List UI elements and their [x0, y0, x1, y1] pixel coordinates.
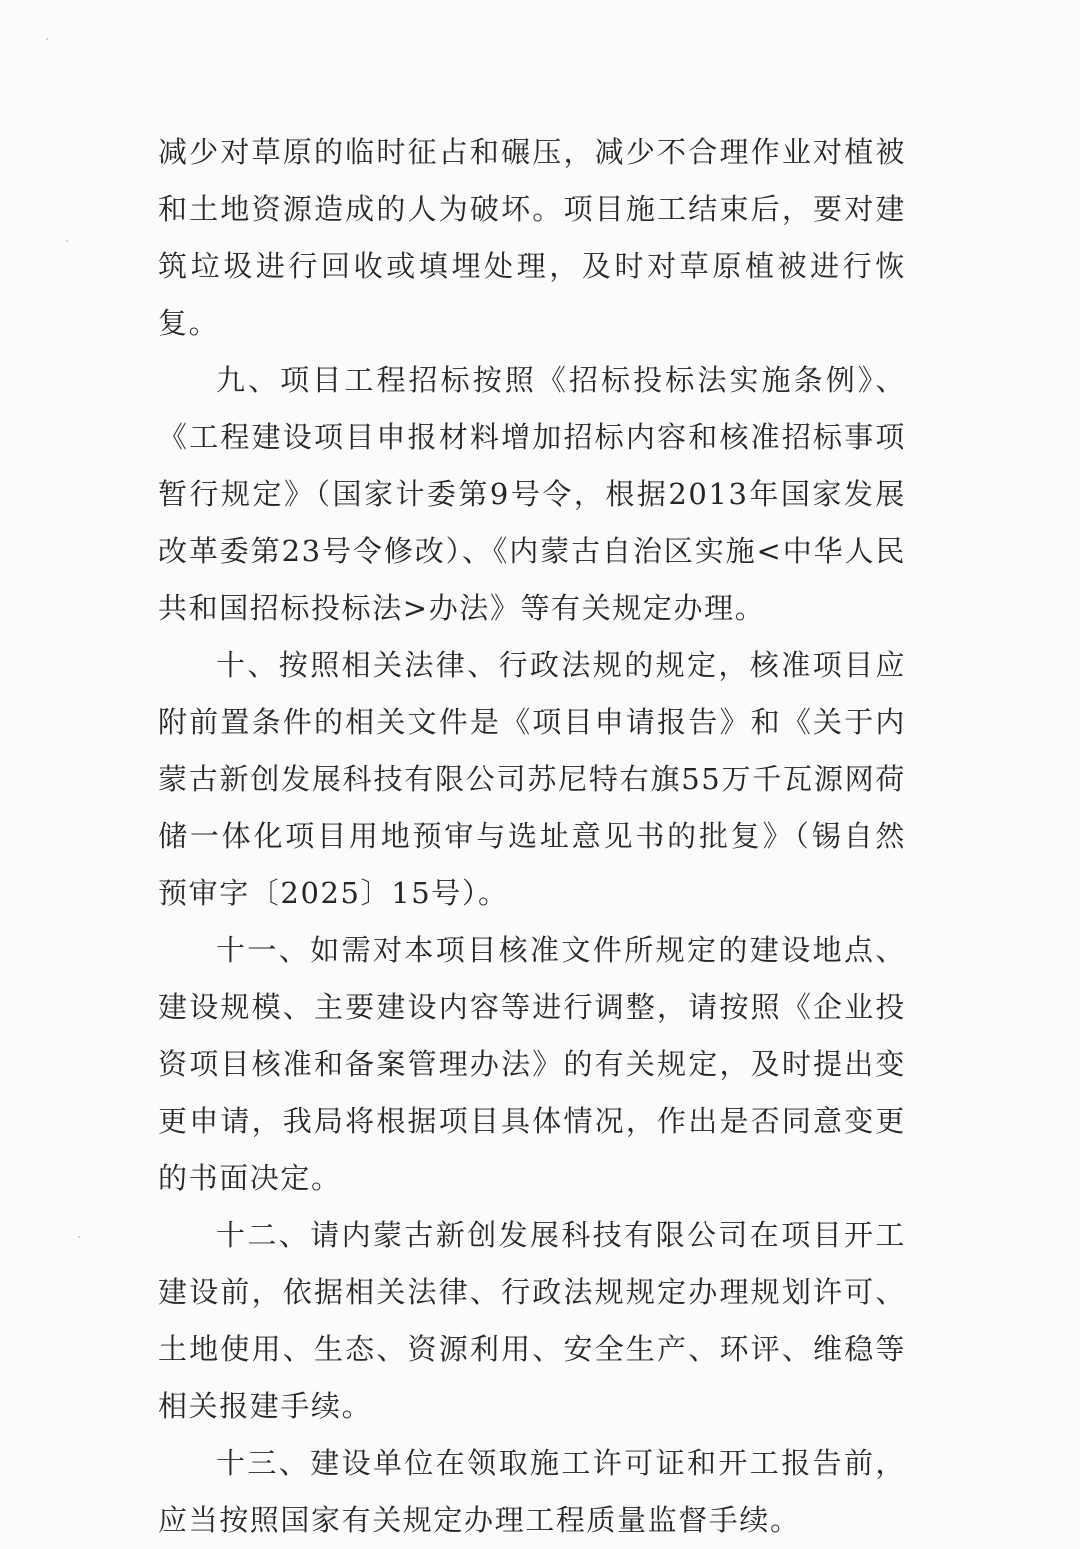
- paragraph-item-13: 十三、建设单位在领取施工许可证和开工报告前，应当按照国家有关规定办理工程质量监督手续。: [158, 1446, 906, 1537]
- paragraph-continuation: 减少对草原的临时征占和碾压，减少不合理作业对植被和土地资源造成的人为破坏。项目施工结束后，要对建筑垃圾进行回收或填埋处理，及时对草原植被进行恢复。: [158, 135, 906, 340]
- scan-speck: [66, 240, 68, 242]
- paragraph-item-11: 十一、如需对本项目核准文件所规定的建设地点、建设规模、主要建设内容等进行调整，请按照《企业投资项目核准和备案管理办法》的有关规定，及时提出变更申请，我局将根据项目具体情况，作出是否同意变更的书面决定。: [158, 933, 906, 1195]
- paragraph-item-10: 十、按照相关法律、行政法规的规定，核准项目应附前置条件的相关文件是《项目申请报告》和《关于内蒙古新创发展科技有限公司苏尼特右旗55万千瓦源网荷储一体化项目用地预审与选址意见书的批复》（锡自然预审字〔2025〕15号）。: [158, 648, 906, 910]
- document-body: [158, 124, 906, 1549]
- paragraph-item-12: 十二、请内蒙古新创发展科技有限公司在项目开工建设前，依据相关法律、行政法规规定办理规划许可、土地使用、生态、资源利用、安全生产、环评、维稳等相关报建手续。: [158, 1218, 906, 1423]
- scan-speck: [46, 38, 48, 40]
- scan-speck: [78, 1236, 80, 1238]
- paragraph-item-9: 九、项目工程招标按照《招标投标法实施条例》、《工程建设项目申报材料增加招标内容和核准招标事项暂行规定》（国家计委第9号令，根据2013年国家发展改革委第23号令修改）、《内蒙古自治区实施<中华人民共和国招标投标法>办法》等有关规定办理。: [158, 363, 906, 625]
